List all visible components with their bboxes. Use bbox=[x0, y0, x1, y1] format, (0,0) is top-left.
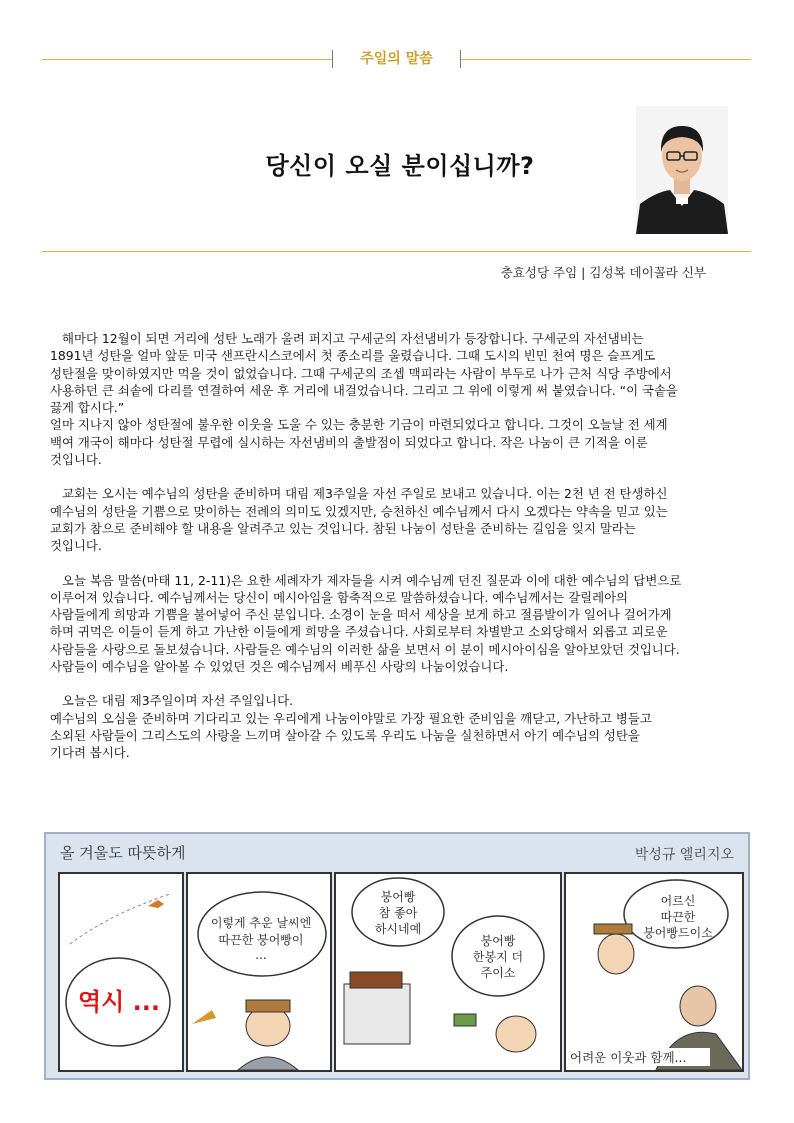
text-line: 예수님의 오심을 준비하며 기다리고 있는 우리에게 나눔이야말로 가장 필요한 준비임을 깨닫고, 가난하고 병들고 bbox=[50, 710, 652, 726]
comic-author: 박성규 엘리지오 bbox=[634, 847, 734, 863]
article-title: 당신이 오실 분이십니까? bbox=[265, 152, 535, 180]
panel3b-line-3: 주이소 bbox=[480, 966, 516, 980]
comic-panel-2 bbox=[186, 872, 332, 1072]
text-line: 1891년 성탄을 얼마 앞둔 미국 샌프란시스코에서 첫 종소리를 울렸습니다. 그때 도시의 빈민 천여 명은 슬프게도 bbox=[50, 348, 656, 364]
man-eating-illustration bbox=[188, 874, 330, 1070]
text-line: 해마다 12월이 되면 거리에 성탄 노래가 울려 퍼지고 구세군의 자선냄비가 등장합니다. 구세군의 자선냄비는 bbox=[62, 331, 644, 346]
panel4-line-2: 따끈한 bbox=[660, 910, 696, 924]
panel3a-line-3: 하시네예 bbox=[374, 922, 422, 936]
comic-caption: 어려운 이웃과 함께... bbox=[570, 1048, 710, 1066]
panel2-line-2: 따끈한 붕어빵이 bbox=[218, 933, 304, 947]
panel3b-line-1: 붕어빵 bbox=[480, 934, 516, 948]
text-line: 사람들이 예수님을 알아볼 수 있었던 것은 예수님께서 베푸신 사랑의 나눔이었습니다. bbox=[50, 659, 509, 675]
section-label: 주일의 말씀 bbox=[360, 51, 433, 67]
panel4-line-3: 붕어빵드이소 bbox=[643, 926, 713, 940]
paragraph-1 bbox=[50, 330, 752, 468]
header-rule-left bbox=[42, 59, 332, 60]
text-line: 끓게 합시다.” bbox=[50, 400, 125, 416]
text-line: 사용하던 큰 쇠솥에 다리를 연결하여 세운 후 거리에 내걸었습니다. 그리고 그 위에 이렇게 써 붙였습니다. “이 국솥을 bbox=[50, 382, 678, 398]
panel2-line-3: ... bbox=[255, 948, 267, 962]
title-rule bbox=[42, 251, 751, 252]
text-line: 교회가 참으로 준비해야 할 내용을 알려주고 있는 것입니다. 참된 나눔이 성탄을 준비하는 길임을 잊지 말라는 bbox=[50, 520, 636, 536]
text-line: 백여 개국이 해마다 성탄절 무렵에 실시하는 자선냄비의 출발점이 되었다고 합니다. 작은 나눔이 큰 기적을 이룬 bbox=[50, 434, 648, 450]
paragraph-4 bbox=[50, 692, 752, 761]
panel1-text: 역시 ... bbox=[77, 988, 161, 1016]
comic-panel-3 bbox=[334, 872, 562, 1072]
panel3b-line-2: 한봉지 더 bbox=[472, 950, 524, 964]
panel2-line-1: 이렇게 추운 날씨엔 bbox=[210, 916, 312, 930]
comic-title: 올 겨울도 따뜻하게 bbox=[60, 844, 186, 862]
text-line: 오늘 복음 말씀(마태 11, 2-11)은 요한 세례자가 제자들을 시켜 예수님께 던진 질문과 이에 대한 예수님의 답변으로 bbox=[62, 572, 682, 588]
article-body bbox=[50, 330, 752, 779]
bird-leaf-illustration bbox=[60, 874, 182, 1070]
text-line: 얼마 지나지 않아 성탄절에 불우한 이웃을 도울 수 있는 충분한 기금이 마련되었다고 합니다. 그것이 오늘날 전 세계 bbox=[50, 417, 668, 433]
text-line: 것입니다. bbox=[50, 452, 102, 468]
text-line: 소외된 사람들이 그리스도의 사랑을 느끼며 살아갈 수 있도록 우리도 나눔을 실천하면서 아기 예수님의 성탄을 bbox=[50, 727, 640, 743]
text-line: 사람들에게 희망과 기쁨을 불어넣어 주신 분입니다. 소경이 눈을 떠서 세상을 보게 하고 절름발이가 일어나 걸어가게 bbox=[50, 607, 672, 623]
byline: 충효성당 주임 | 김성복 데이꼴라 신부 bbox=[500, 265, 706, 280]
text-line: 성탄절을 맞이하였지만 먹을 것이 없었습니다. 그때 구세군의 조셉 맥피라는 사람이 부두로 나가 근처 식당 주방에서 bbox=[50, 365, 672, 381]
panel4-line-1: 어르신 bbox=[660, 894, 696, 908]
paragraph-2 bbox=[50, 485, 752, 554]
text-line: 것입니다. bbox=[50, 538, 102, 554]
text-line: 이루어져 있습니다. 예수님께서는 당신이 메시아임을 함축적으로 말씀하셨습니다. 예수님께서는 갈릴레아의 bbox=[50, 589, 629, 605]
comic-panel-4 bbox=[564, 872, 744, 1072]
paragraph-3 bbox=[50, 572, 752, 676]
header-tick-left bbox=[332, 50, 333, 68]
text-line: 교회는 오시는 예수님의 성탄을 준비하며 대림 제3주일을 자선 주일로 보내고 있습니다. 이는 2천 년 전 탄생하신 bbox=[62, 486, 668, 502]
text-line: 오늘은 대림 제3주일이며 자선 주일입니다. bbox=[62, 693, 294, 709]
panel3a-line-2: 참 좋아 bbox=[378, 906, 418, 920]
author-portrait bbox=[636, 106, 728, 234]
panel3a-line-1: 붕어빵 bbox=[380, 890, 416, 904]
text-line: 예수님의 성탄을 기쁨으로 맞이하는 전례의 의미도 있겠지만, 승천하신 예수님께서 다시 오겠다는 약속을 믿고 있는 bbox=[50, 503, 668, 519]
text-line: 기다려 봅시다. bbox=[50, 745, 130, 761]
text-line: 하며 귀먹은 이들이 듣게 하고 가난한 이들에게 희망을 주셨습니다. 사회로부터 차별받고 소외당해서 외롭고 괴로운 bbox=[50, 624, 668, 640]
comic-strip bbox=[44, 832, 750, 1080]
comic-panel-1 bbox=[58, 872, 184, 1072]
text-line: 사람들을 사랑으로 돌보셨습니다. 사람들은 예수님의 이러한 삶을 보면서 이 분이 메시아이심을 알아보았던 것입니다. bbox=[50, 641, 680, 657]
header-rule-right bbox=[461, 59, 751, 60]
